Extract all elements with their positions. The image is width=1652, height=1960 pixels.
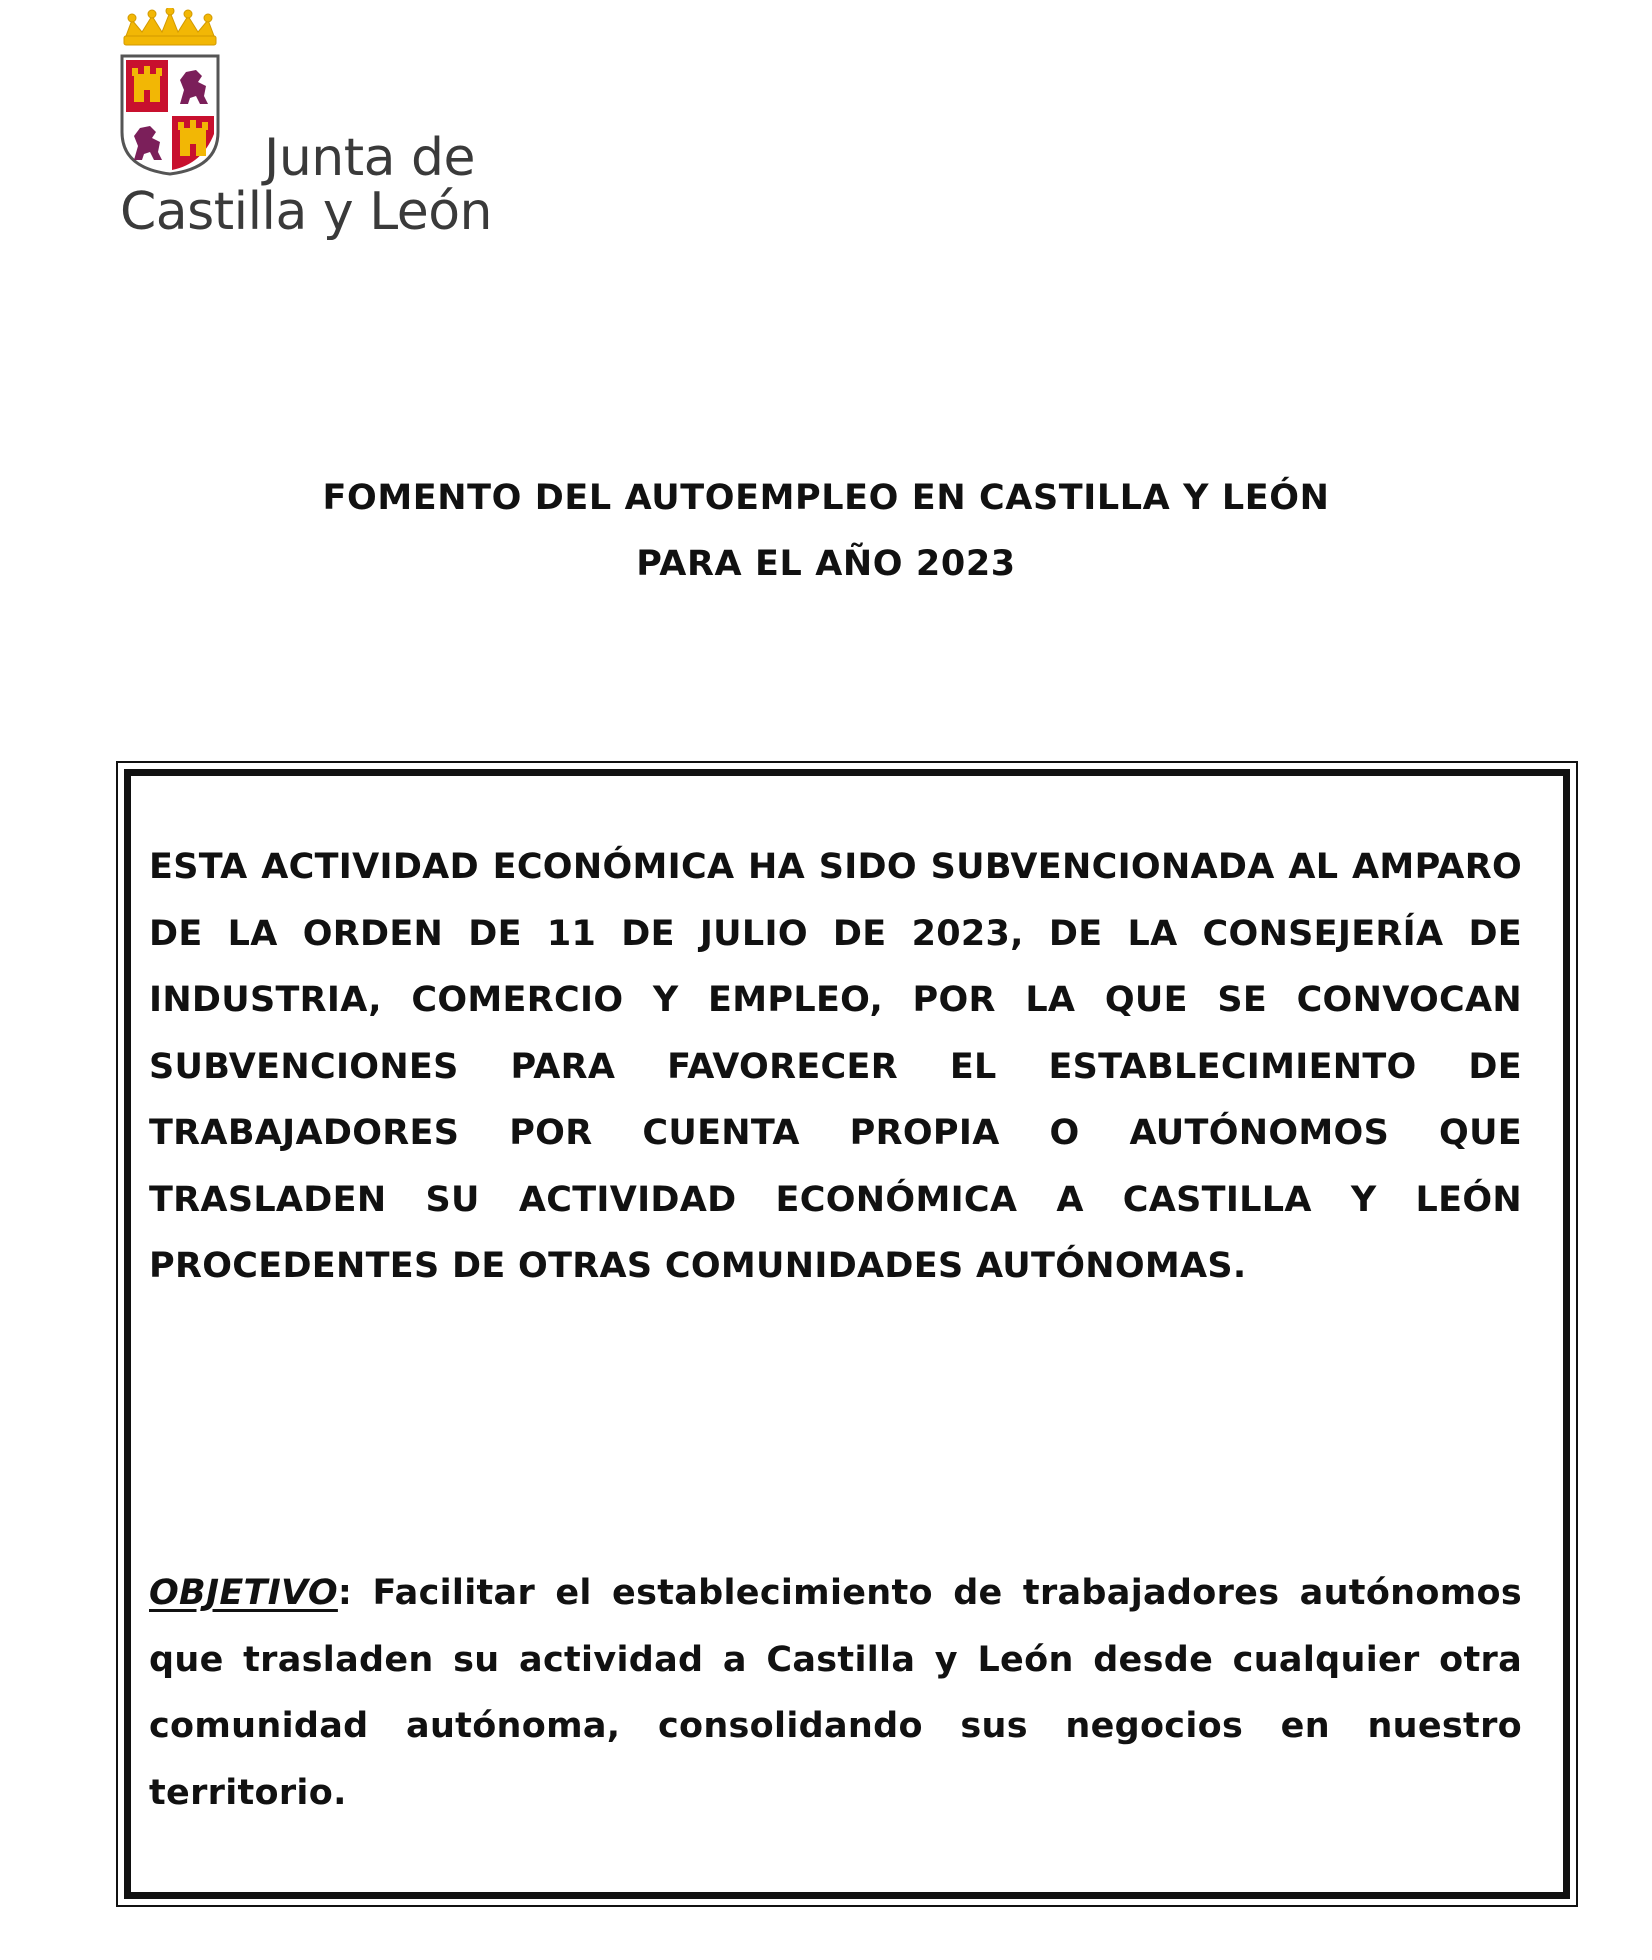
document-title-line2: PARA EL AÑO 2023 — [636, 544, 1016, 584]
objective-separator: : — [337, 1573, 353, 1613]
logo-text-line2: Castilla y León — [120, 182, 493, 242]
subsidy-notice-text: ESTA ACTIVIDAD ECONÓMICA HA SIDO SUBVENCIONADA AL AMPARO DE LA ORDEN DE 11 DE JULIO DE 2023, DE LA CONSEJERÍA DE INDUSTRIA, COMERCIO Y EMPLEO, POR LA QUE SE CONVOCAN SUBVENCIONES PARA FAVORECER EL ESTABLECIMIENTO DE TRABAJADORES POR CUENTA PROPIA O AUTÓNOMOS QUE TRASLADEN SU ACTIVIDAD ECONÓMICA A CASTILLA Y LEÓN PROCEDENTES DE OTRAS COMUNIDADES AUTÓNOMAS. — [149, 847, 1522, 1286]
objective-label: OBJETIVO — [149, 1573, 338, 1613]
junta-logo — [118, 8, 508, 242]
coat-of-arms-icon — [118, 8, 228, 178]
objective-text: Facilitar el establecimiento de trabajadores autónomos que trasladen su actividad a Castilla y León desde cualquier otra comunidad autónoma, consolidando sus negocios en nuestro territorio. — [149, 1573, 1522, 1813]
objective-paragraph — [149, 1560, 1522, 1826]
crown-icon — [124, 8, 216, 45]
document-title-line1: FOMENTO DEL AUTOEMPLEO EN CASTILLA Y LEÓN — [322, 478, 1330, 518]
logo-text-line1: Junta de — [264, 128, 476, 188]
